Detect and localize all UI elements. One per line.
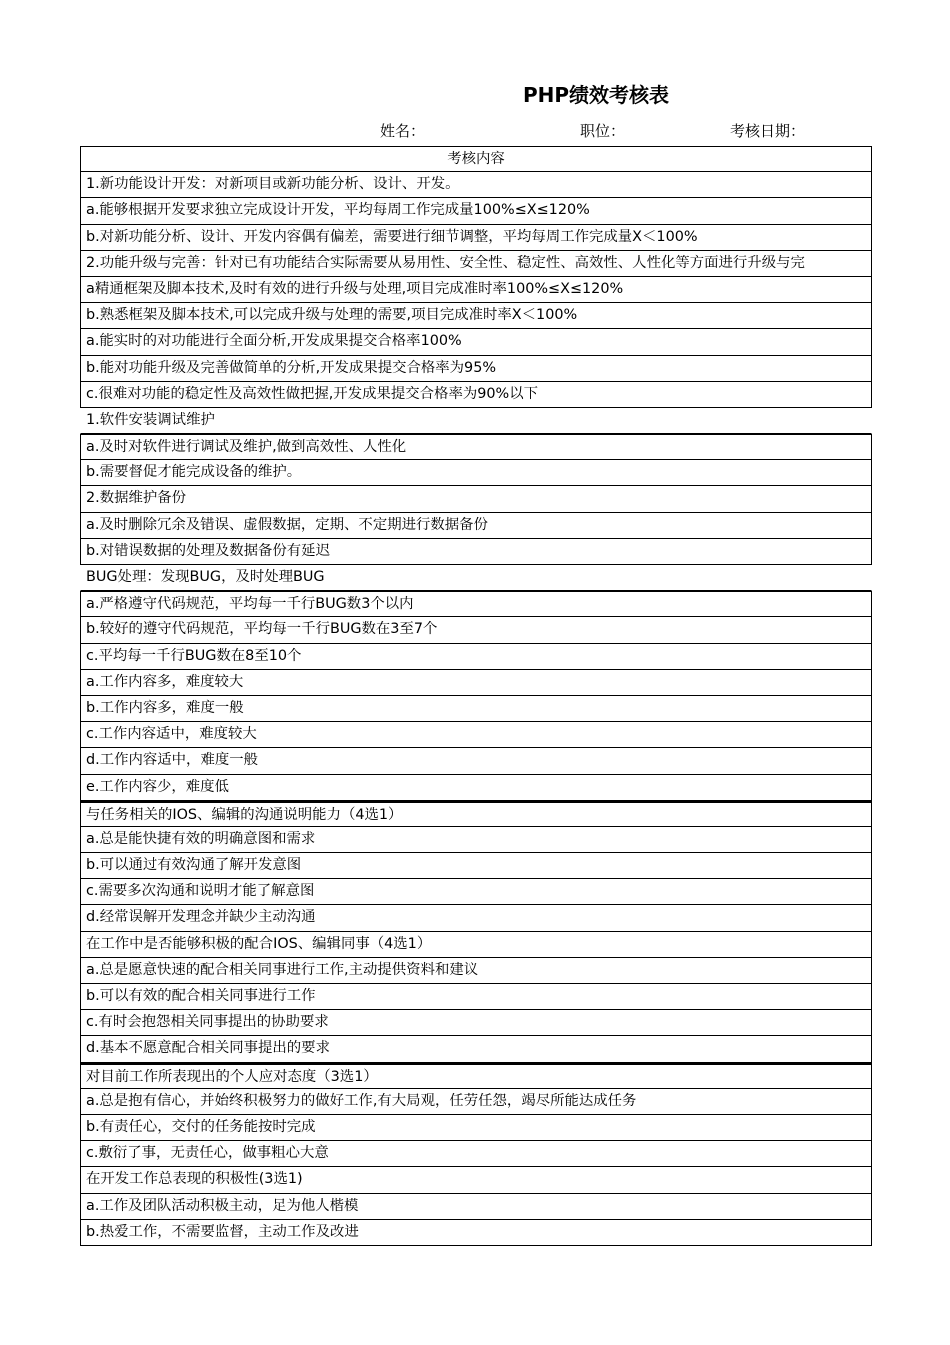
table-row: d.工作内容适中，难度一般: [80, 748, 872, 774]
table-row: c.工作内容适中，难度较大: [80, 722, 872, 748]
table-row: b.有责任心，交付的任务能按时完成: [80, 1115, 872, 1141]
table-row: b.工作内容多，难度一般: [80, 696, 872, 722]
table-row: c.很难对功能的稳定性及高效性做把握,开发成果提交合格率为90%以下: [80, 382, 872, 408]
table-row: 2.功能升级与完善：针对已有功能结合实际需要从易用性、安全性、稳定性、高效性、人性化等方面进行升级与完: [80, 251, 872, 277]
table-row: 1.软件安装调试维护: [80, 408, 872, 434]
name-label: 姓名：: [380, 122, 426, 140]
table-row: c.敷衍了事，无责任心，做事粗心大意: [80, 1141, 872, 1167]
table-row: b.较好的遵守代码规范，平均每一千行BUG数在3至7个: [80, 617, 872, 643]
table-row: 在开发工作总表现的积极性(3选1): [80, 1167, 872, 1193]
table-row: b.对错误数据的处理及数据备份有延迟: [80, 539, 872, 565]
table-row: d.基本不愿意配合相关同事提出的要求: [80, 1036, 872, 1062]
table-row: a.能够根据开发要求独立完成设计开发，平均每周工作完成量100%≤X≤120%: [80, 198, 872, 224]
table-row: 在工作中是否能够积极的配合IOS、编辑同事（4选1）: [80, 932, 872, 958]
table-row: e.工作内容少，难度低: [80, 775, 872, 801]
table-row: b.可以有效的配合相关同事进行工作: [80, 984, 872, 1010]
table-header: 考核内容: [80, 146, 872, 172]
table-row: a.及时对软件进行调试及维护,做到高效性、人性化: [80, 434, 872, 460]
table-row: b.需要督促才能完成设备的维护。: [80, 460, 872, 486]
table-row: a.总是抱有信心，并始终积极努力的做好工作,有大局观，任劳任怨，竭尽所能达成任务: [80, 1089, 872, 1115]
table-row: a.工作及团队活动积极主动，足为他人楷模: [80, 1194, 872, 1220]
table-row: c.有时会抱怨相关同事提出的协助要求: [80, 1010, 872, 1036]
table-row: 1.新功能设计开发：对新项目或新功能分析、设计、开发。: [80, 172, 872, 198]
table-row: a.工作内容多，难度较大: [80, 670, 872, 696]
table-row: a.能实时的对功能进行全面分析,开发成果提交合格率100%: [80, 329, 872, 355]
table-row: 与任务相关的IOS、编辑的沟通说明能力（4选1）: [80, 801, 872, 827]
table-row: a.及时删除冗余及错误、虚假数据，定期、不定期进行数据备份: [80, 513, 872, 539]
table-row: b.可以通过有效沟通了解开发意图: [80, 853, 872, 879]
table-row: b.热爱工作，不需要监督，主动工作及改进: [80, 1220, 872, 1246]
table-row: 2.数据维护备份: [80, 486, 872, 512]
table-row: d.经常误解开发理念并缺少主动沟通: [80, 905, 872, 931]
table-row: b.能对功能升级及完善做简单的分析,开发成果提交合格率为95%: [80, 356, 872, 382]
table-row: a精通框架及脚本技术,及时有效的进行升级与处理,项目完成准时率100%≤X≤120%: [80, 277, 872, 303]
review-date-label: 考核日期：: [730, 122, 806, 140]
table-row: c.平均每一千行BUG数在8至10个: [80, 644, 872, 670]
table-row: b.熟悉框架及脚本技术,可以完成升级与处理的需要,项目完成准时率X＜100%: [80, 303, 872, 329]
review-table: [80, 146, 872, 1246]
table-row: a.总是能快捷有效的明确意图和需求: [80, 827, 872, 853]
table-row: b.对新功能分析、设计、开发内容偶有偏差，需要进行细节调整，平均每周工作完成量X＜100%: [80, 225, 872, 251]
table-row: c.需要多次沟通和说明才能了解意图: [80, 879, 872, 905]
table-row: a.总是愿意快速的配合相关同事进行工作,主动提供资料和建议: [80, 958, 872, 984]
table-row: 对目前工作所表现出的个人应对态度（3选1）: [80, 1063, 872, 1089]
table-row: a.严格遵守代码规范，平均每一千行BUG数3个以内: [80, 591, 872, 617]
page-title: PHP绩效考核表: [522, 83, 670, 107]
table-row: BUG处理：发现BUG，及时处理BUG: [80, 565, 872, 591]
position-label: 职位：: [580, 122, 626, 140]
